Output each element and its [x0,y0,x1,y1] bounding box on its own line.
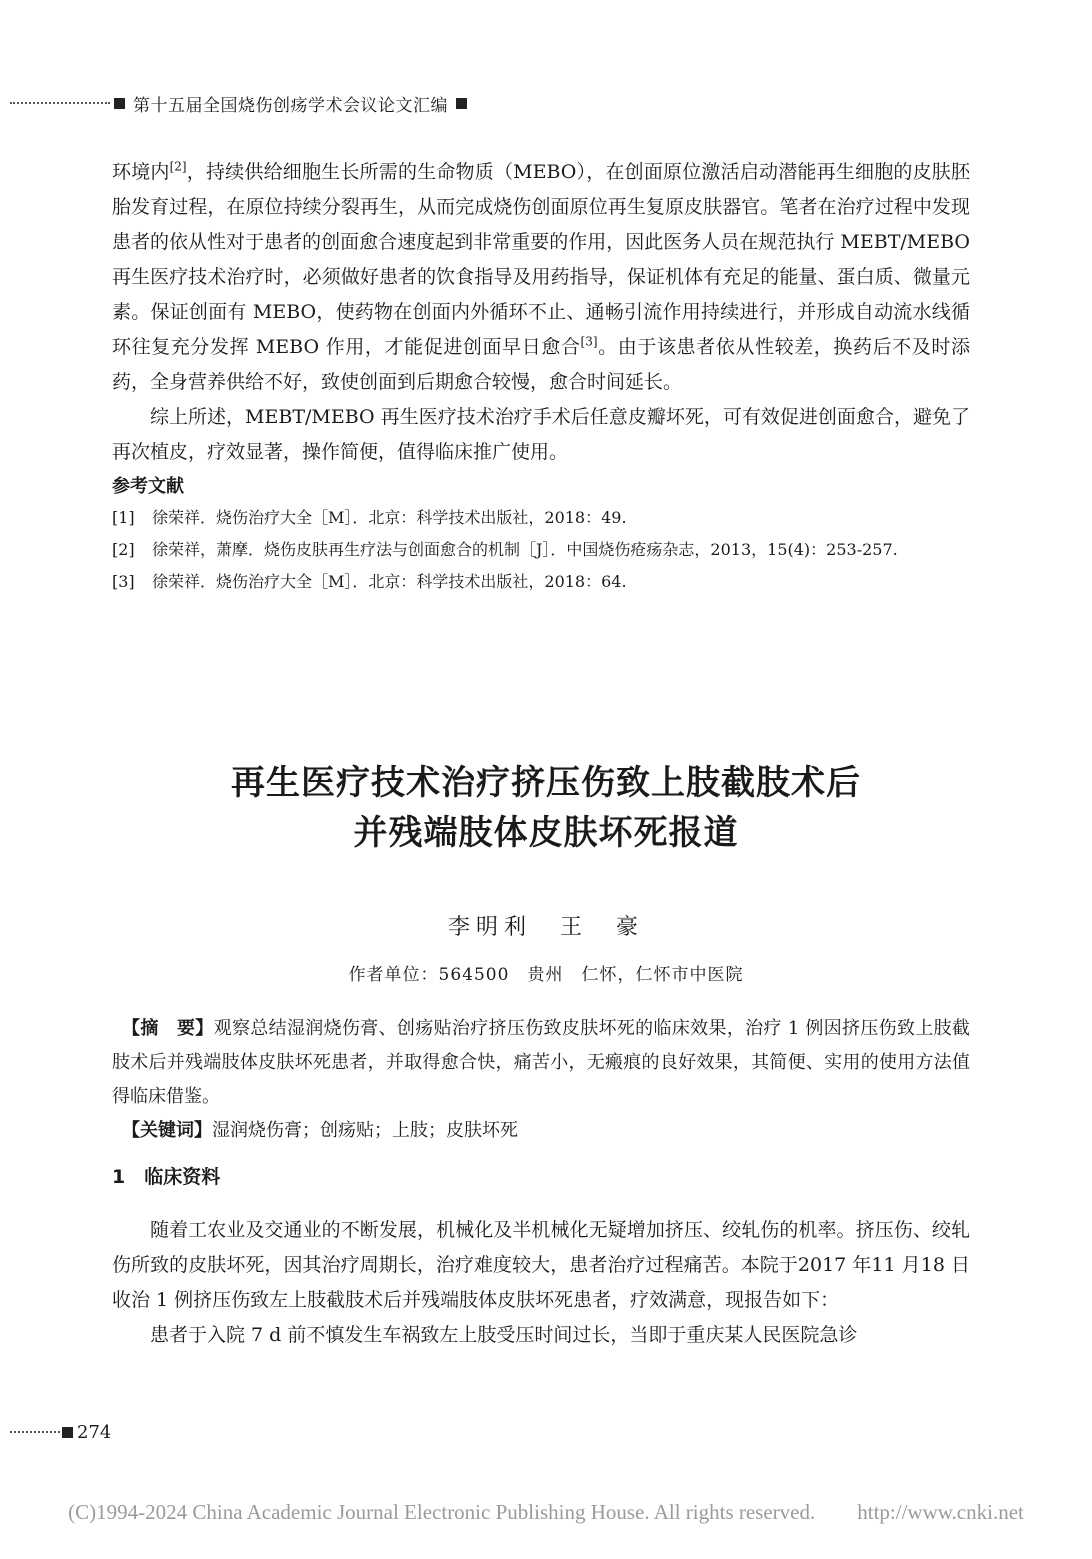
square-bullet-icon [62,1427,73,1438]
previous-article-tail [112,155,970,598]
section-heading: 1 临床资料 [112,1166,221,1188]
article-title-line: 再生医疗技术治疗挤压伤致上肢截肢术后 [231,763,861,803]
reference-item: [1] 徐荣祥．烧伤治疗大全［M］．北京：科学技术出版社，2018：49. [112,508,627,527]
page-footer [10,1420,111,1444]
abstract-label: 【摘 要】 [122,1018,214,1039]
keywords: 【关键词】湿润烧伤膏；创疡贴；上肢；皮肤坏死 [122,1120,518,1141]
reference-item: [2] 徐荣祥，萧摩．烧伤皮肤再生疗法与创面愈合的机制［J］．中国烧伤疮疡杂志，2013，15(4)：253-257. [112,540,898,559]
references-heading: 参考文献 [112,476,184,497]
article-authors: 李明利 王 豪 [447,915,644,940]
article-title [0,758,1092,858]
page-number: 274 [77,1421,112,1443]
reference-item: [3] 徐荣祥．烧伤治疗大全［M］．北京：科学技术出版社，2018：64. [112,572,627,591]
citation-superscript: [3] [580,334,598,349]
body-paragraph: 环境内[2]，持续供给细胞生长所需的生命物质（MEBO），在创面原位激活启动潜能再生细胞的皮肤胚胎发育过程，在原位持续分裂再生，从而完成烧伤创面原位再生复原皮肤器官。笔者在治疗过程中发现患者的依从性对于患者的创面愈合速度起到非常重要的作用，因此医务人员在规范执行 MEBT/MEBO 再生医疗技术治疗时，必须做好患者的饮食指导及用药指导，保证机体有充足的能量、蛋白质、微量元素。保证创面有 MEBO，使药物在创面内外循环不止、通畅引流作用持续进行，并形成自动流水线循环往复充分发挥 MEBO 作用，才能促进创面早日愈合[3]。由于该患者依从性较差，换药后不及时添药，全身营养供给不好，致使创面到后期愈合较慢，愈合时间延长。 [112,159,970,393]
citation-superscript: [2] [169,159,187,174]
body-paragraph: 随着工农业及交通业的不断发展，机械化及半机械化无疑增加挤压、绞轧伤的机率。挤压伤、绞轧伤所致的皮肤坏死，因其治疗周期长，治疗难度较大，患者治疗过程痛苦。本院于2017 年11 月18 日收治 1 例挤压伤致左上肢截肢术后并残端肢体皮肤坏死患者，疗效满意，现报告如下： [112,1219,970,1311]
body-paragraph: 患者于入院 7 d 前不慎发生车祸致左上肢受压时间过长，当即于重庆某人民医院急诊 [150,1324,858,1346]
abstract: 【摘 要】观察总结湿润烧伤膏、创疡贴治疗挤压伤致皮肤坏死的临床效果，治疗 1 例因挤压伤致上肢截肢术后并残端肢体皮肤坏死患者，并取得愈合快，痛苦小，无瘢痕的良好效果，其简便、实用的使用方法值得临床借鉴。 [112,1018,970,1107]
article-title-line: 并残端肢体皮肤坏死报道 [353,813,739,853]
square-bullet-icon [456,98,467,109]
header-dotted-rule [10,102,110,104]
footer-dotted-rule [10,1431,60,1433]
article-body [112,1012,970,1353]
header-title: 第十五届全国烧伤创疡学术会议论文汇编 [133,95,448,116]
author-affiliation: 作者单位：564500 贵州 仁怀，仁怀市中医院 [348,965,744,985]
running-header [10,90,1052,116]
copyright-notice: (C)1994-2024 China Academic Journal Electronic Publishing House. All rights reserved. http://www.cnki.net [68,1500,1024,1524]
conclusion-paragraph: 综上所述，MEBT/MEBO 再生医疗技术治疗手术后任意皮瓣坏死，可有效促进创面愈合，避免了再次植皮，疗效显著，操作简便，值得临床推广使用。 [112,406,970,463]
keywords-label: 【关键词】 [122,1120,212,1141]
square-bullet-icon [114,98,125,109]
